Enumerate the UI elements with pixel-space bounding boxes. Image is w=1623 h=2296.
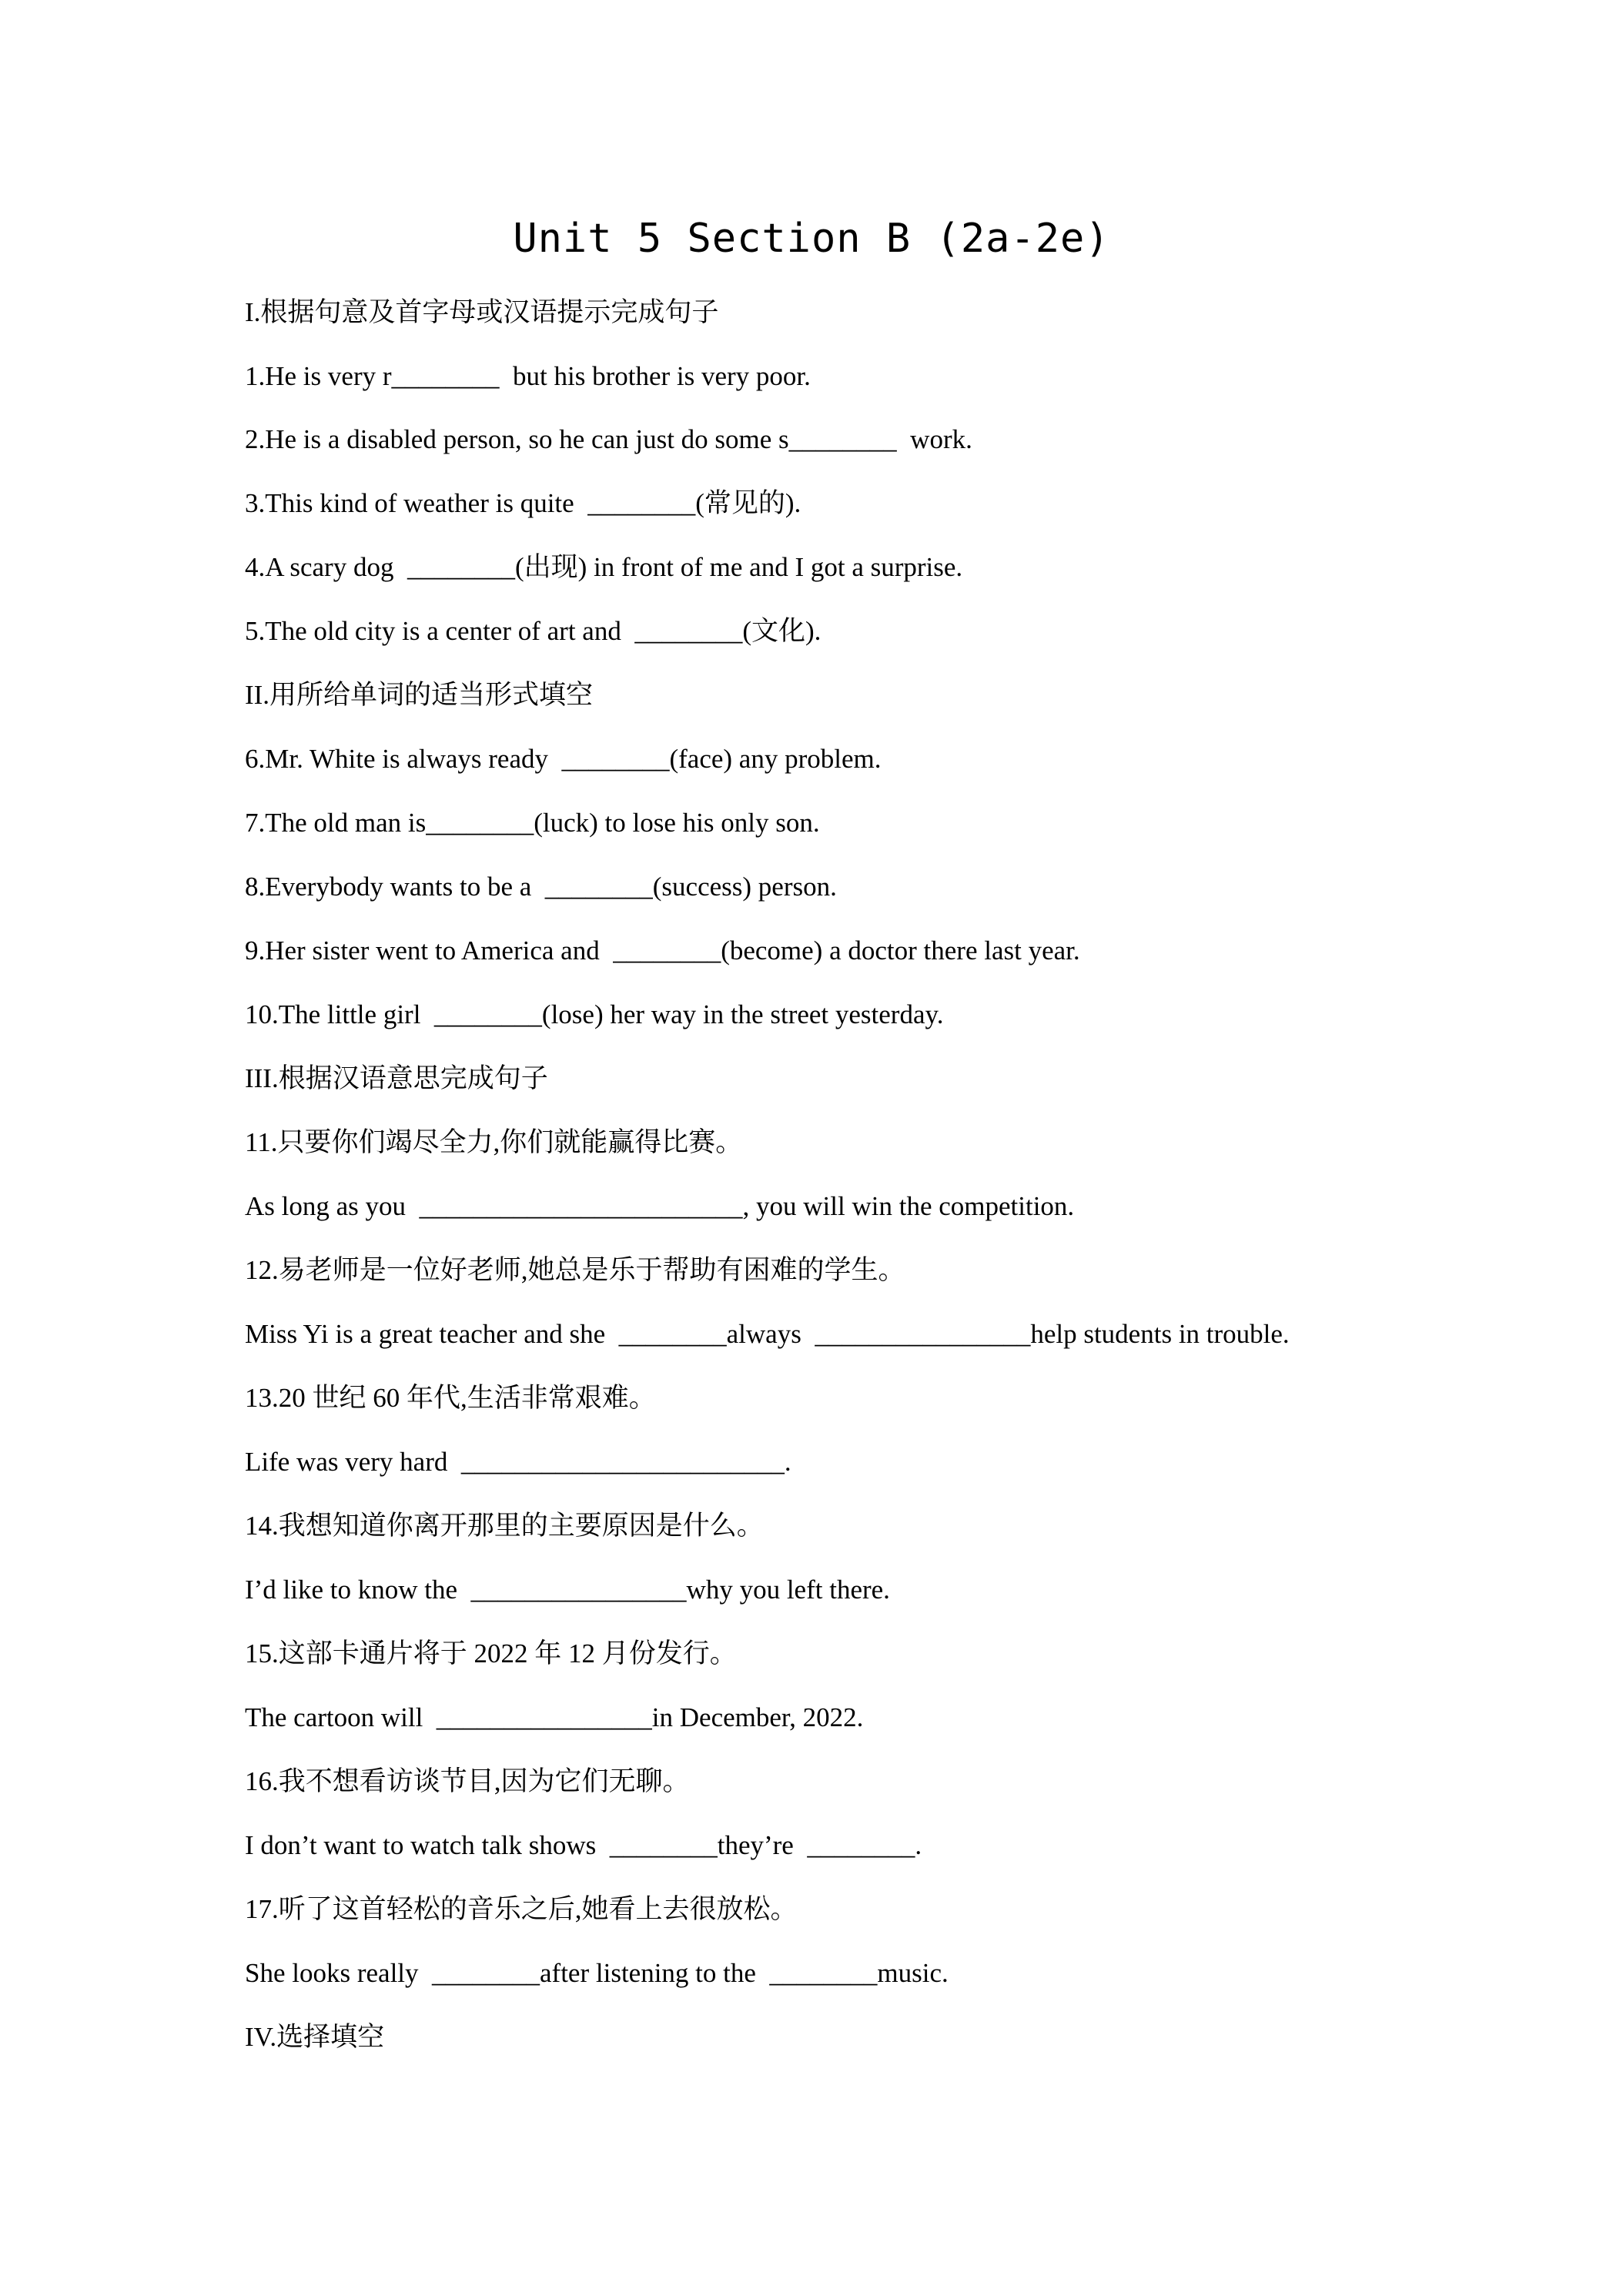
question-16-english: I don’t want to watch talk shows ________they’re ________.	[245, 1830, 922, 1860]
section-heading-1: I.根据句意及首字母或汉语提示完成句子	[245, 297, 719, 327]
question-15-chinese: 15.这部卡通片将于 2022 年 12 月份发行。	[245, 1638, 737, 1668]
section-heading-3: III.根据汉语意思完成句子	[245, 1063, 548, 1093]
question-1: 1.He is very r________ but his brother is very poor.	[245, 361, 811, 391]
section-heading-4: IV.选择填空	[245, 2022, 385, 2052]
section-heading-2: II.用所给单词的适当形式填空	[245, 680, 594, 710]
question-7: 7.The old man is________(luck) to lose his only son.	[245, 808, 820, 838]
page-title: Unit 5 Section B (2a-2e)	[513, 216, 1110, 262]
question-8: 8.Everybody wants to be a ________(success) person.	[245, 872, 837, 902]
question-9: 9.Her sister went to America and ________(become) a doctor there last year.	[245, 935, 1080, 966]
question-3: 3.This kind of weather is quite ________(常见的).	[245, 488, 801, 518]
question-17-english: She looks really ________after listening to the ________music.	[245, 1958, 949, 1988]
question-13-english: Life was very hard ________________________.	[245, 1447, 791, 1477]
question-6: 6.Mr. White is always ready ________(face) any problem.	[245, 744, 882, 774]
question-12-chinese: 12.易老师是一位好老师,她总是乐于帮助有困难的学生。	[245, 1255, 905, 1285]
question-2: 2.He is a disabled person, so he can just do some s________ work.	[245, 424, 972, 454]
question-14-chinese: 14.我想知道你离开那里的主要原因是什么。	[245, 1511, 764, 1541]
question-11-english: As long as you ________________________, you will win the competition.	[245, 1191, 1075, 1221]
question-15-english: The cartoon will ________________in December, 2022.	[245, 1702, 864, 1732]
question-12-english: Miss Yi is a great teacher and she ________always ________________help students in trouble.	[245, 1319, 1290, 1349]
question-11-chinese: 11.只要你们竭尽全力,你们就能赢得比赛。	[245, 1127, 743, 1157]
question-13-chinese: 13.20 世纪 60 年代,生活非常艰难。	[245, 1383, 656, 1413]
question-16-chinese: 16.我不想看访谈节目,因为它们无聊。	[245, 1766, 690, 1796]
question-10: 10.The little girl ________(lose) her way in the street yesterday.	[245, 999, 944, 1029]
question-14-english: I’d like to know the ________________why you left there.	[245, 1575, 890, 1605]
question-4: 4.A scary dog ________(出现) in front of me and I got a surprise.	[245, 552, 963, 582]
question-17-chinese: 17.听了这首轻松的音乐之后,她看上去很放松。	[245, 1894, 798, 1924]
question-5: 5.The old city is a center of art and ________(文化).	[245, 616, 822, 646]
